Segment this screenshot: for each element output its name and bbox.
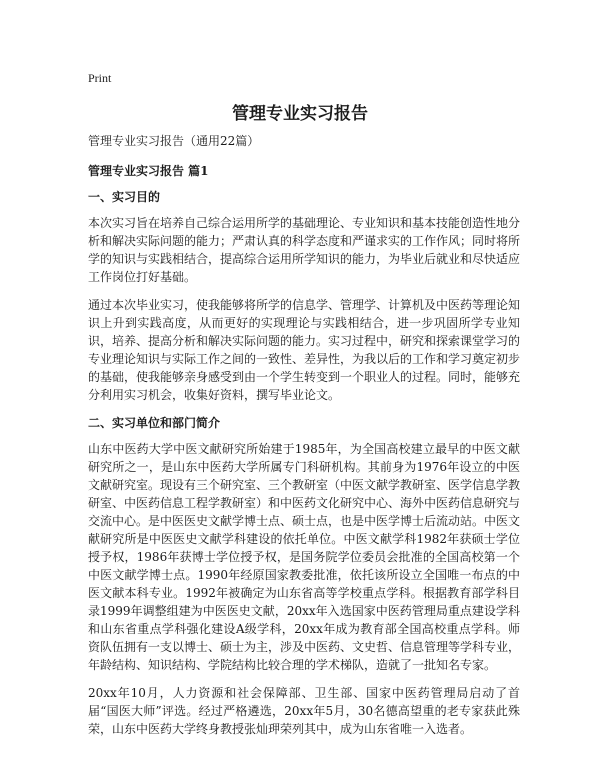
print-link[interactable]: Print xyxy=(88,71,112,85)
page-title: 管理专业实习报告 xyxy=(232,104,368,124)
paragraph: 本次实习旨在培养自己综合运用所学的基础理论、专业知识和基本技能创造性地分析和解决实际问题的能力；严肃认真的科学态度和严谨求实的工作作风；同时将所学的知识与实践相结合，提高综合运用所学知识的能力，为毕业后就业和尽快适应工作岗位打好基础。 xyxy=(88,216,521,284)
paragraph: 通过本次毕业实习，使我能够将所学的信息学、管理学、计算机及中医药等理论知识上升到实践高度，从而更好的实现理论与实践相结合，进一步巩固所学专业知识，培养、提高分析和解决实际问题的能力。实习过程中，研究和探索课堂学习的专业理论知识与实际工作之间的一致性、差异性，为我以后的工作和学习奠定初步的基础，使我能够亲身感受到由一个学生转变到一个职业人的过程。同时，能够充分利用实习机会，收集好资料，撰写毕业论文。 xyxy=(88,298,521,402)
document-body xyxy=(88,132,520,748)
paragraph: 20xx年10月，人力资源和社会保障部、卫生部、国家中医药管理局启动了首届“国医大师”评选。经过严格遴选，20xx年5月，30名德高望重的老专家获此殊荣，山东中医药大学终身教授张灿玾荣列其中，成为山东省唯一入选者。 xyxy=(88,686,520,736)
document-subtitle: 管理专业实习报告（通用22篇） xyxy=(88,134,260,148)
section-heading: 二、实习单位和部门简介 xyxy=(88,416,221,430)
article-title: 管理专业实习报告 篇1 xyxy=(88,164,209,178)
paragraph: 山东中医药大学中医文献研究所始建于1985年，为全国高校建立最早的中医文献研究所之一，是山东中医药大学所属专门科研机构。其前身为1976年设立的中医文献研究室。现设有三个研究室、三个教研室（中医文献学教研室、医学信息学教研室、中医药信息工程学教研室）和中医药文化研究中心、海外中医药信息研究与交流中心。是中医医史文献学博士点、硕士点，也是中医学博士后流动站。中医文献研究所是中医医史文献学科建设的依托单位。中医文献学科1982年获硕士学位授予权，1986年获博士学位授予权，是国务院学位委员会批准的全国高校第一个中医文献学博士点。1990年经原国家教委批准，依托该所设立全国唯一布点的中医文献本科专业。1992年被确定为山东省高等学校重点学科。根据教育部学科目录1999年调整组建为中医医史文献，20xx年入选国家中医药管理局重点建设学科和山东省重点学科强化建设A级学科，20xx年成为教育部全国高校重点学科。师资队伍拥有一支以博士、硕士为主，涉及中医药、文史哲、信息管理等学科专业，年龄结构、知识结构、学院结构比较合理的学术梯队，造就了一批知名专家。 xyxy=(88,442,521,672)
section-heading: 一、实习目的 xyxy=(88,190,161,204)
